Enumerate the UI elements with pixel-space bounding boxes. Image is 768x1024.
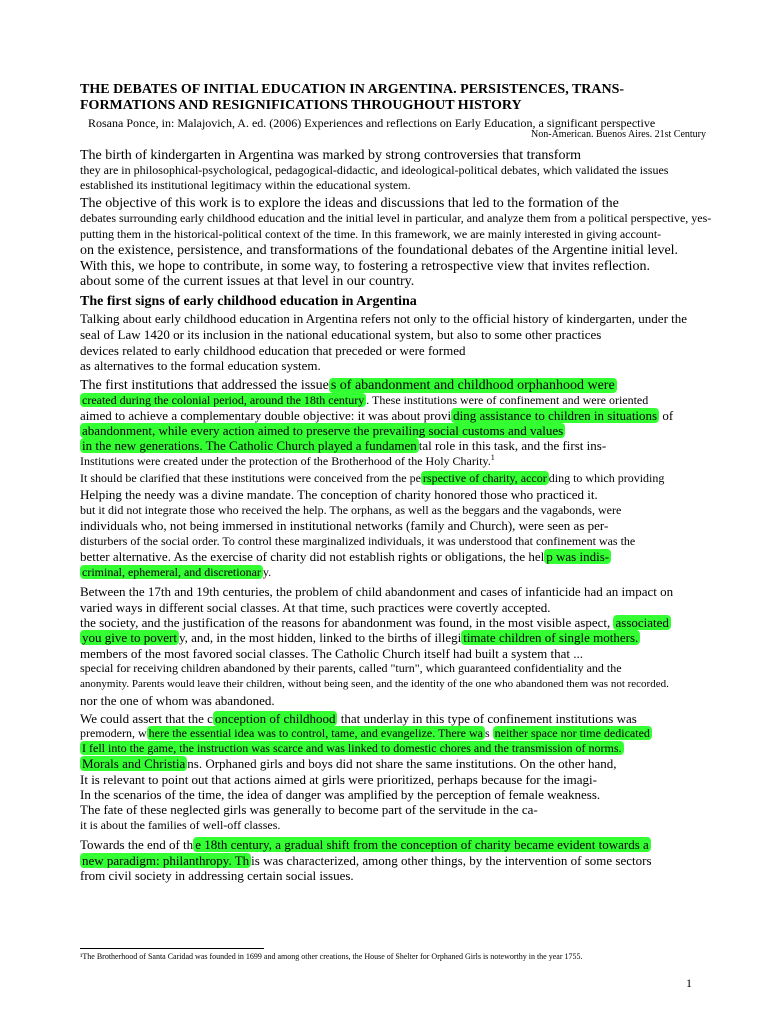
- paragraph-4-line: [80, 378, 617, 393]
- paragraph-5-line: nor the one of whom was abandoned.: [80, 693, 275, 708]
- highlighted-text: criminal, ephemeral, and discretionar: [82, 565, 261, 579]
- paragraph-6-line: In the scenarios of the time, the idea of danger was amplified by the perception of female weakness.: [80, 787, 601, 802]
- highlighted-text: in the new generations. The Catholic Church played a fundamen: [82, 438, 417, 453]
- paragraph-4-line: individuals who, not being immersed in institutional networks (family and Church), were seen as per-: [80, 518, 609, 533]
- paragraph-4-line: [80, 394, 648, 407]
- text-run: y.: [262, 565, 272, 579]
- text-run: tal role in this task, and the first ins-: [418, 438, 607, 453]
- highlighted-text: created during the colonial period, around the 18th century: [82, 393, 365, 407]
- paragraph-4-line: [80, 439, 606, 453]
- paragraph-7-line: [80, 854, 652, 868]
- citation-line-2: Non-American. Buenos Aires. 21st Century: [531, 129, 706, 140]
- paragraph-5-line: special for receiving children abandoned by their parents, called "turn", which guaranteed confidentiality and the: [80, 661, 622, 675]
- paragraph-6-line: [80, 712, 637, 726]
- highlighted-text: rspective of charity, accor: [422, 471, 547, 485]
- paragraph-3-line: Talking about early childhood education in Argentina refers not only to the official history of kindergarten, under the: [80, 311, 688, 326]
- footnote-text: ¹The Brotherhood of Santa Caridad was founded in 1699 and among other creations, the House of Shelter for Orphaned Girls is noteworthy in the year 1755.: [80, 952, 583, 961]
- paragraph-5-line: [80, 616, 671, 630]
- paragraph-5-line: [80, 631, 640, 645]
- paragraph-4-line: [80, 455, 495, 468]
- text-run: premodern, w: [80, 726, 147, 740]
- paragraph-2-line: on the existence, persistence, and transformations of the foundational debates of the Argentine initial level.: [80, 243, 679, 258]
- text-run: that underlay in this type of confinement institutions was: [337, 711, 637, 726]
- highlighted-text: ding assistance to children in situations: [453, 408, 658, 423]
- paragraph-4-line: [80, 566, 271, 579]
- text-run: better alternative. As the exercise of charity did not establish rights or obligations, the hel: [80, 549, 545, 564]
- footnote-separator: [80, 948, 264, 949]
- paragraph-3-line: as alternatives to the formal education system.: [80, 358, 321, 373]
- paragraph-2-line: The objective of this work is to explore the ideas and discussions that led to the formation of the: [80, 196, 619, 211]
- text-run: aimed to achieve a complementary double objective: it was about provi: [80, 408, 452, 423]
- document-title-line-2: FORMATIONS AND RESIGNIFICATIONS THROUGHOUT HISTORY: [80, 98, 522, 113]
- paragraph-1-line: The birth of kindergarten in Argentina was marked by strong controversies that transform: [80, 148, 582, 163]
- highlighted-text: new paradigm: philanthropy. Th: [82, 853, 250, 868]
- highlighted-text: timate children of single mothers.: [463, 630, 639, 645]
- paragraph-5-line: anonymity. Parents would leave their children, without being seen, and the identity of the one who abandoned them was not recorded.: [80, 678, 669, 690]
- text-run: is was characterized, among other things, by the intervention of some sectors: [251, 853, 652, 868]
- paragraph-2-line: With this, we hope to contribute, in some way, to fostering a retrospective view that invites reflection.: [80, 259, 651, 274]
- highlighted-text: I fell into the game, the instruction was scarce and was linked to domestic chores and the transmission of norms.: [82, 741, 622, 755]
- highlighted-text: p was indis-: [546, 549, 610, 564]
- highlighted-text: neither space nor time dedicated: [494, 726, 650, 740]
- paragraph-3-line: devices related to early childhood education that preceded or were formed: [80, 343, 466, 358]
- text-run: ding to which providing: [548, 471, 665, 485]
- highlighted-text: here the essential idea was to control, tame, and evangelize. There wa: [148, 726, 483, 740]
- text-run: The first institutions that addressed the issue: [80, 378, 329, 393]
- paragraph-4-line: but it did not integrate those who received the help. The orphans, as well as the beggars and the vagabonds, were: [80, 503, 622, 517]
- paragraph-3-line: seal of Law 1420 or its inclusion in the national educational system, but also to some other practices: [80, 327, 602, 342]
- paragraph-2-line: putting them in the historical-political context of the time. In this framework, we are mainly interested in giving account-: [80, 227, 662, 241]
- highlighted-text: you give to povert: [82, 630, 177, 645]
- paragraph-4-line: [80, 550, 611, 564]
- paragraph-4-line: [80, 424, 565, 438]
- section-heading: The first signs of early childhood education in Argentina: [80, 294, 417, 309]
- highlighted-text: s of abandonment and childhood orphanhood were: [330, 378, 615, 393]
- paragraph-2-line: debates surrounding early childhood education and the initial level in particular, and analyze them from a political perspective, yes-: [80, 211, 712, 225]
- paragraph-6-line: It is relevant to point out that actions aimed at girls were prioritized, perhaps because for the imagi-: [80, 772, 597, 787]
- text-run: Institutions were created under the protection of the Brotherhood of the Holy Charity.: [80, 454, 491, 468]
- text-run: It should be clarified that these institutions were conceived from the pe: [80, 471, 421, 485]
- text-run: of: [659, 408, 674, 423]
- paragraph-1-line: established its institutional legitimacy within the educational system.: [80, 178, 411, 192]
- paragraph-6-line: [80, 757, 617, 771]
- paragraph-6-line: [80, 727, 652, 740]
- highlighted-text: onception of childhood: [214, 711, 336, 726]
- paragraph-7-line: [80, 838, 651, 852]
- text-run: ns. Orphaned girls and boys did not share the same institutions. On the other hand,: [187, 756, 617, 771]
- highlighted-text: Morals and Christia: [82, 756, 186, 771]
- page-number: 1: [686, 976, 692, 990]
- paragraph-6-line: The fate of these neglected girls was generally to become part of the servitude in the ca-: [80, 802, 538, 817]
- highlighted-text: abandonment, while every action aimed to preserve the prevailing social customs and values: [82, 423, 564, 438]
- paragraph-7-line: from civil society in addressing certain social issues.: [80, 868, 354, 883]
- text-run: . These institutions were of confinement and were oriented: [366, 393, 649, 407]
- highlighted-text: e 18th century, a gradual shift from the conception of charity became evident towards a: [195, 837, 649, 852]
- paragraph-6-line: [80, 742, 624, 755]
- highlighted-text: associated: [615, 615, 669, 630]
- paragraph-5-line: members of the most favored social classes. The Catholic Church itself had built a system that ...: [80, 646, 584, 661]
- text-run: s: [484, 726, 493, 740]
- paragraph-5-line: Between the 17th and 19th centuries, the problem of child abandonment and cases of infanticide had an impact on: [80, 584, 674, 599]
- paragraph-5-line: varied ways in different social classes. At that time, such practices were covertly accepted.: [80, 600, 551, 615]
- paragraph-2-line: about some of the current issues at that level in our country.: [80, 274, 415, 289]
- text-run: We could assert that the c: [80, 711, 213, 726]
- document-title-line-1: THE DEBATES OF INITIAL EDUCATION IN ARGENTINA. PERSISTENCES, TRANS-: [80, 82, 625, 97]
- paragraph-1-line: they are in philosophical-psychological, pedagogical-didactic, and ideological-political debates, which validated the issues: [80, 163, 669, 177]
- text-run: the society, and the justification of the reasons for abandonment was found, in the most visible aspect,: [80, 615, 614, 630]
- paragraph-4-line: [80, 409, 673, 423]
- text-run: y, and, in the most hidden, linked to the births of illegi: [178, 630, 462, 645]
- paragraph-4-line: Helping the needy was a divine mandate. The conception of charity honored those who practiced it.: [80, 487, 598, 502]
- footnote-marker: 1: [490, 453, 495, 462]
- text-run: Towards the end of th: [80, 837, 194, 852]
- paragraph-6-line: it is about the families of well-off classes.: [80, 818, 281, 832]
- paragraph-4-line: [80, 472, 664, 485]
- paragraph-4-line: disturbers of the social order. To control these marginalized individuals, it was understood that confinement was the: [80, 534, 636, 548]
- citation-line-1: Rosana Ponce, in: Malajovich, A. ed. (2006) Experiences and reflections on Early Education, a significant perspective: [88, 116, 656, 130]
